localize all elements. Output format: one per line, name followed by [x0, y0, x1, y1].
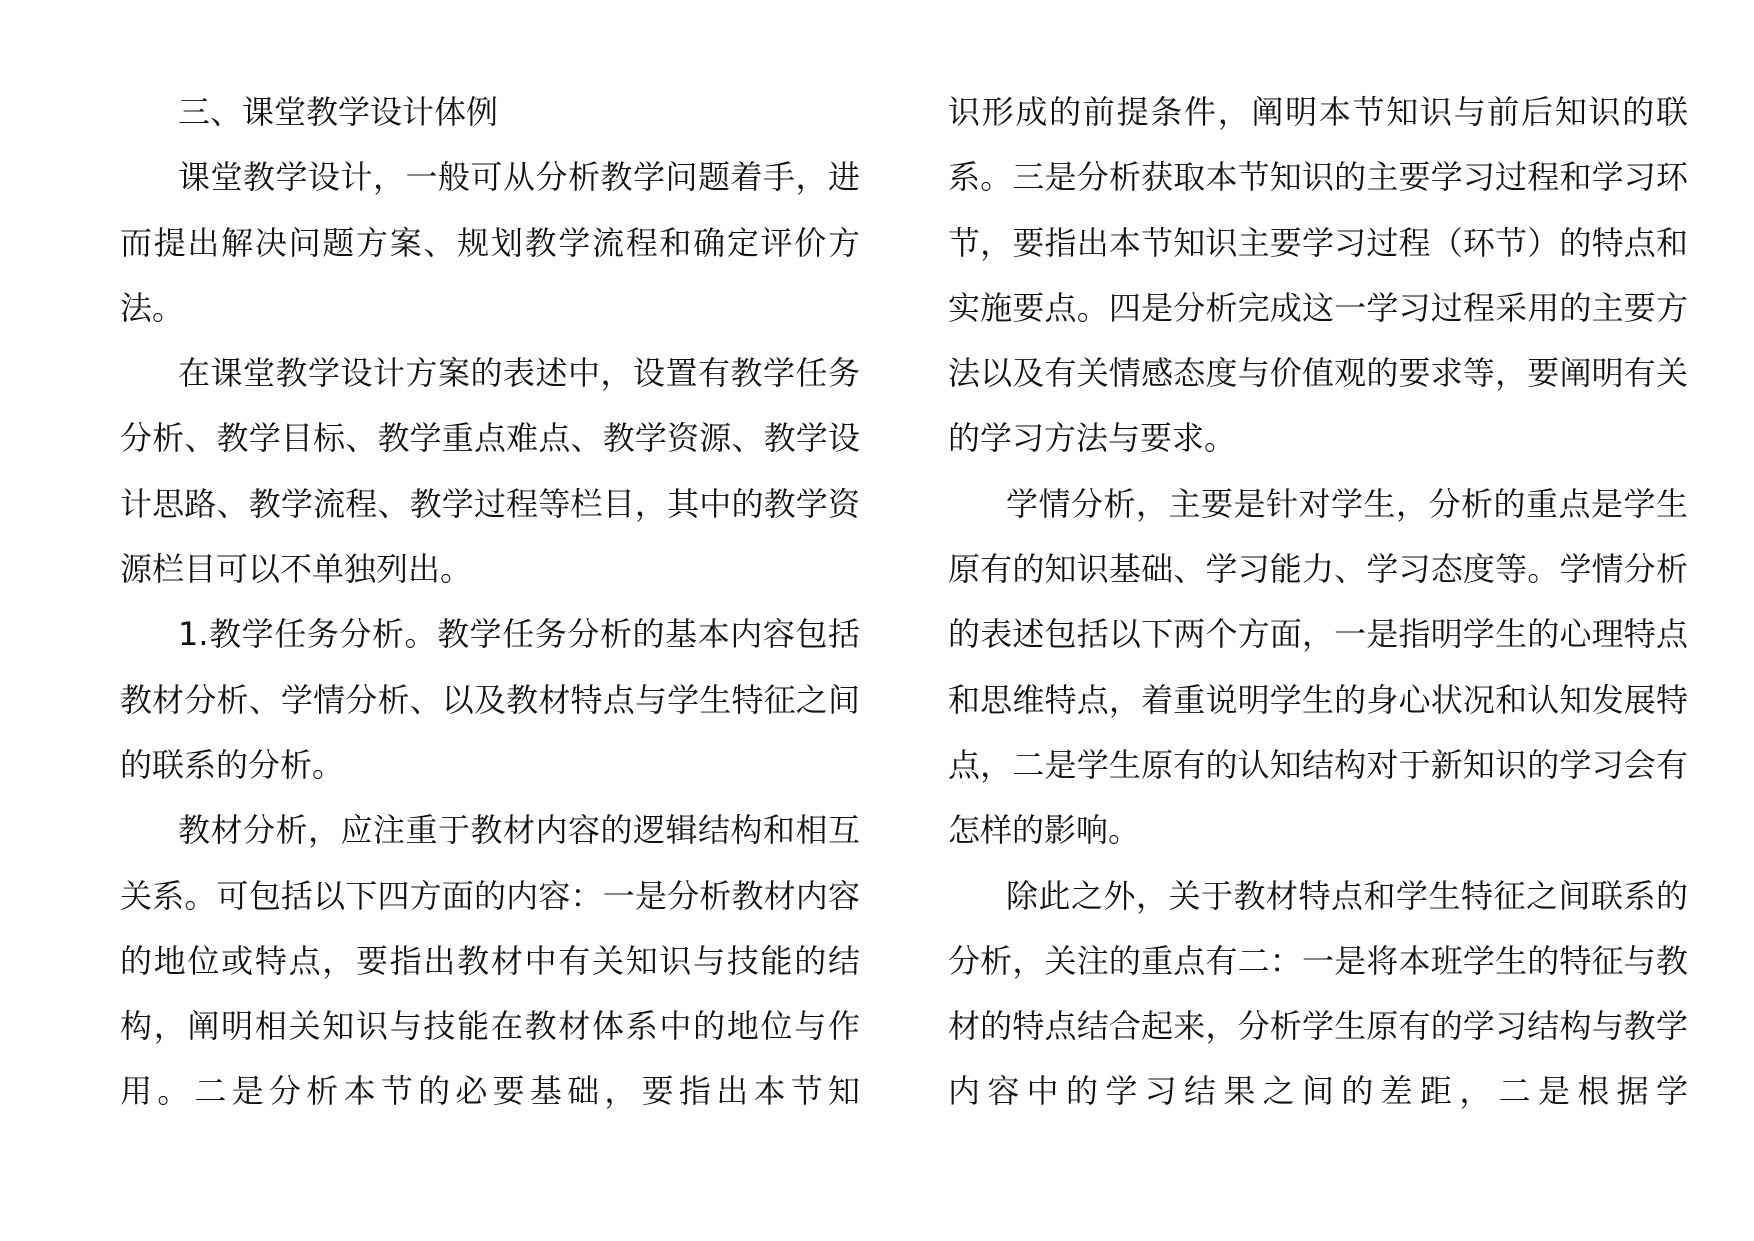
- paragraph-student-analysis: 学情分析，主要是针对学生，分析的重点是学生原有的知识基础、学习能力、学习态度等。学情分析的表述包括以下两个方面，一是指明学生的心理特点和思维特点，着重说明学生的身心状况和认知发展特点，二是学生原有的认知结构对于新知识的学习会有怎样的影响。: [948, 484, 1688, 850]
- paragraph-connection-analysis: 除此之外，关于教材特点和学生特征之间联系的分析，关注的重点有二：一是将本班学生的特征与教材的特点结合起来，分析学生原有的学习结构与教学内容中的学习结果之间的差距，二是根据学: [948, 876, 1688, 1111]
- paragraph-textbook-analysis-continued: 识形成的前提条件，阐明本节知识与前后知识的联系。三是分析获取本节知识的主要学习过程和学习环节，要指出本节知识主要学习过程（环节）的特点和实施要点。四是分析完成这一学习过程采用的主要方法以及有关情感态度与价值观的要求等，要阐明有关的学习方法与要求。: [948, 93, 1688, 458]
- paragraph-sections: 在课堂教学设计方案的表述中，设置有教学任务分析、教学目标、教学重点难点、教学资源、教学设计思路、教学流程、教学过程等栏目，其中的教学资源栏目可以不单独列出。: [120, 354, 860, 589]
- section-heading: 三、课堂教学设计体例: [178, 93, 499, 131]
- left-column: [120, 80, 860, 1125]
- paragraph-intro: 课堂教学设计，一般可从分析教学问题着手，进而提出解决问题方案、规划教学流程和确定评价方法。: [120, 158, 860, 327]
- paragraph-textbook-analysis: 教材分析，应注重于教材内容的逻辑结构和相互关系。可包括以下四方面的内容：一是分析教材内容的地位或特点，要指出教材中有关知识与技能的结构，阐明相关知识与技能在教材体系中的地位与作用。二是分析本节的必要基础，要指出本节知: [120, 811, 860, 1111]
- paragraph-task-analysis: 1.教学任务分析。教学任务分析的基本内容包括教材分析、学情分析、以及教材特点与学生特征之间的联系的分析。: [120, 615, 860, 784]
- right-column: [948, 80, 1688, 1125]
